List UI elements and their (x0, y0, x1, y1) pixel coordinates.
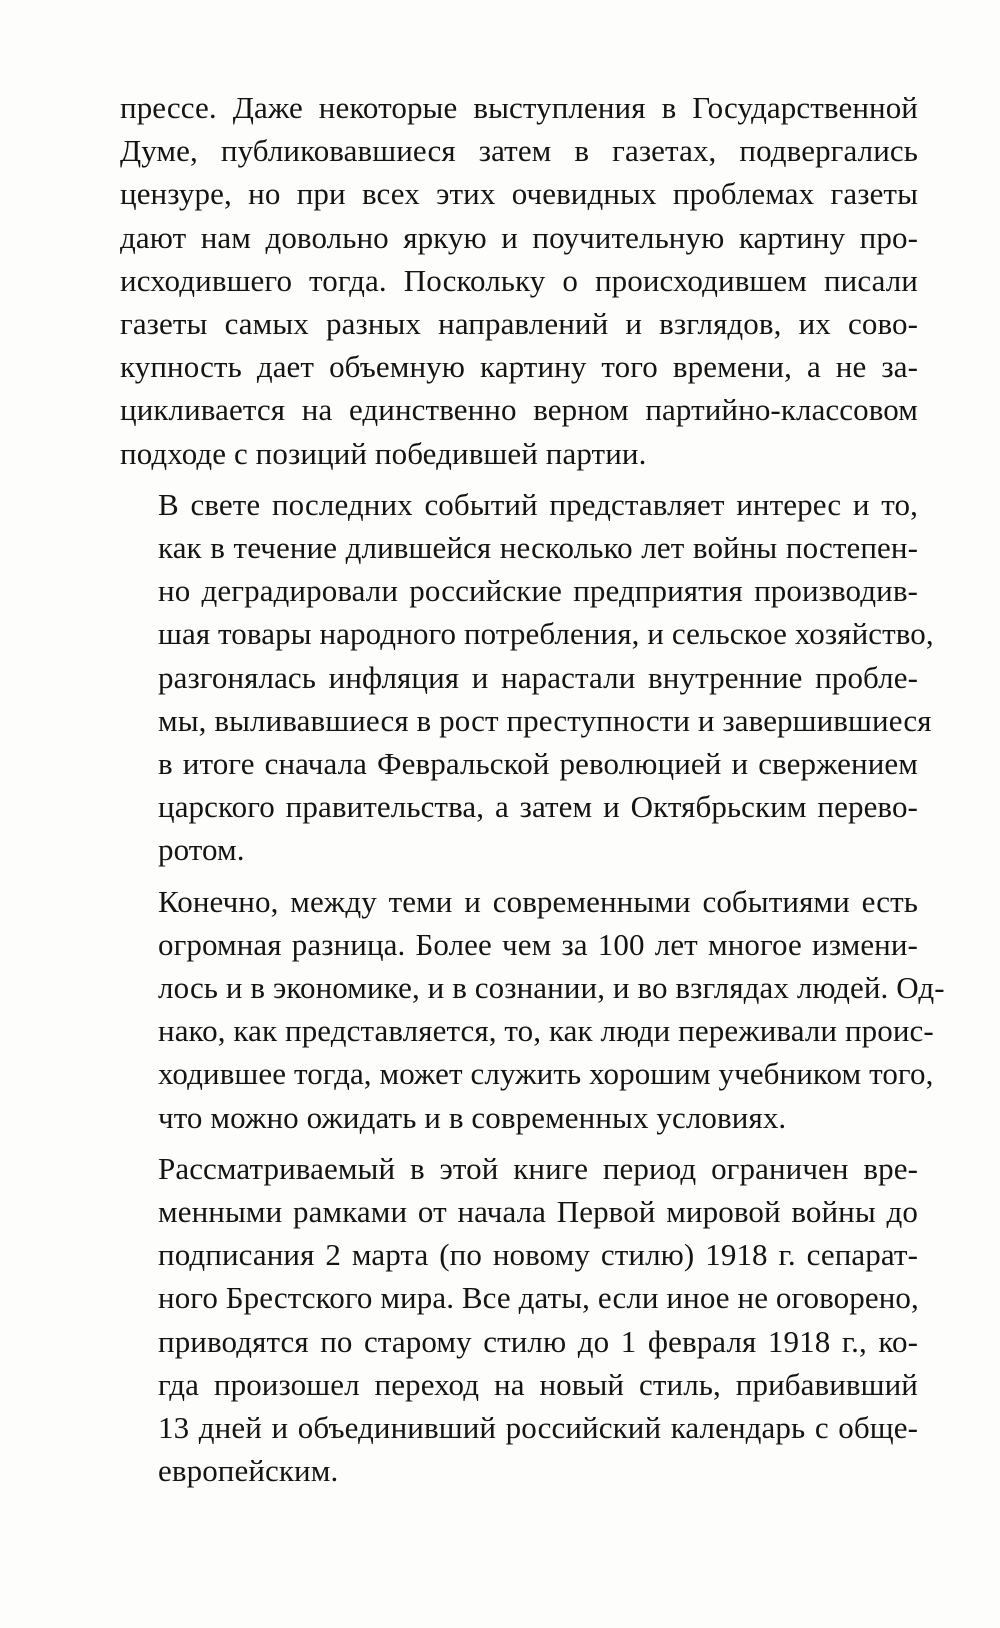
text-line: приводятся по старому стилю до 1 февраля 1918 г., ко- (158, 1323, 918, 1359)
paragraph-2 (120, 483, 934, 872)
text-line: ного Брестского мира. Все даты, если иное не оговорено, (158, 1280, 919, 1316)
text-line: подписания 2 марта (по новому стилю) 1918 г. сепарат- (158, 1237, 918, 1273)
text-line: Рассматриваемый в этой книге период ограничен вре- (158, 1150, 918, 1186)
text-line: как в течение длившейся несколько лет войны постепен- (158, 530, 918, 566)
text-line: мы, выливавшиеся в рост преступности и завершившиеся (158, 702, 932, 738)
book-page-text (120, 86, 945, 1501)
text-line: ходившее тогда, может служить хорошим учебником того, (158, 1056, 934, 1092)
paragraph-1 (120, 86, 918, 475)
text-line: но деградировали российские предприятия производив- (158, 573, 918, 609)
text-line: ротом. (158, 832, 245, 868)
text-line: нако, как представляется, то, как люди переживали проис- (158, 1013, 934, 1049)
text-line: дают нам довольно яркую и поучительную картину про- (120, 219, 918, 255)
text-line: лось и в экономике, и в сознании, и во взглядах людей. Од- (158, 970, 945, 1006)
text-line: гда произошел переход на новый стиль, прибавивший (158, 1366, 918, 1402)
text-line: 13 дней и объединивший российский календарь с обще- (158, 1410, 918, 1446)
text-line: купность дает объемную картину того времени, а не за- (120, 349, 918, 385)
text-line: цикливается на единственно верном партийно-классовом (120, 392, 918, 428)
text-line: цензуре, но при всех этих очевидных проблемах газеты (120, 176, 918, 212)
paragraph-4 (120, 1147, 918, 1493)
text-line: подходе с позиций победившей партии. (120, 435, 647, 471)
text-line: огромная разница. Более чем за 100 лет многое измени- (158, 926, 918, 962)
text-line: Конечно, между теми и современными событиями есть (158, 883, 918, 919)
text-line: газеты самых разных направлений и взглядов, их сово- (120, 306, 918, 342)
text-line: европейским. (158, 1453, 339, 1489)
text-line: исходившего тогда. Поскольку о происходившем писали (120, 262, 918, 298)
text-line: менными рамками от начала Первой мировой войны до (158, 1194, 918, 1230)
text-line: прессе. Даже некоторые выступления в Государственной (120, 90, 918, 125)
text-line: Думе, публиковавшиеся затем в газетах, подвергались (120, 133, 918, 169)
text-line: в итоге сначала Февральской революцией и свержением (158, 746, 918, 782)
text-line: царского правительства, а затем и Октябрьским перево- (158, 789, 918, 825)
text-line: что можно ожидать и в современных условиях. (158, 1099, 787, 1135)
text-line: разгонялась инфляция и нарастали внутренние пробле- (158, 659, 918, 695)
text-line: шая товары народного потребления, и сельское хозяйство, (158, 616, 934, 652)
paragraph-3 (120, 880, 945, 1139)
text-line: В свете последних событий представляет интерес и то, (158, 486, 918, 522)
